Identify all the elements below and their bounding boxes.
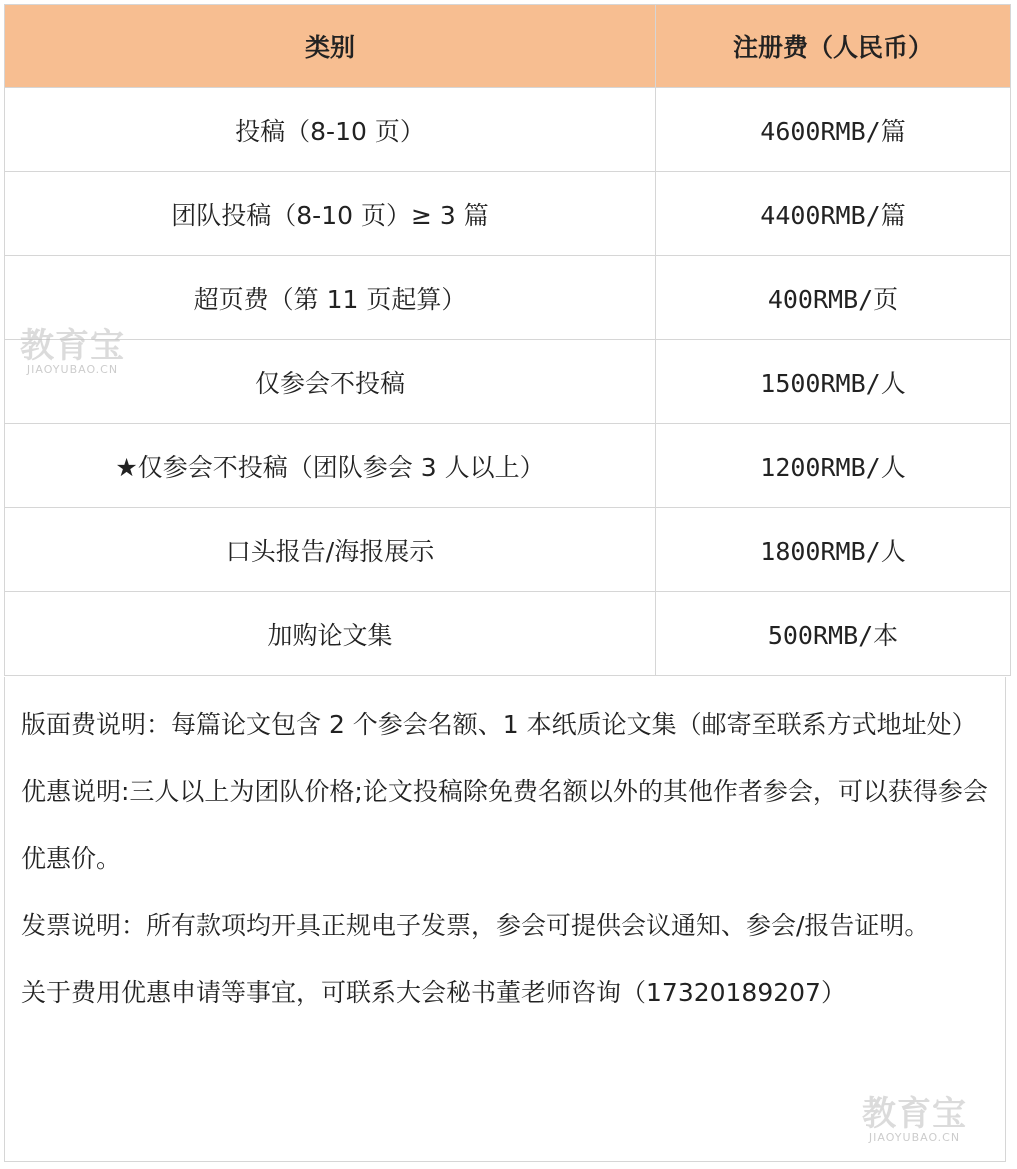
header-fee: 注册费（人民币） bbox=[656, 5, 1011, 88]
row-category: 投稿（8-10 页） bbox=[5, 88, 656, 172]
table-row bbox=[5, 424, 1011, 508]
fee-notes-box bbox=[4, 677, 1006, 1162]
table-row bbox=[5, 88, 1011, 172]
row-fee: 1200RMB/人 bbox=[656, 424, 1011, 508]
row-fee: 1500RMB/人 bbox=[656, 340, 1011, 424]
note-page-fee: 版面费说明：每篇论文包含 2 个参会名额、1 本纸质论文集（邮寄至联系方式地址处） bbox=[21, 710, 977, 739]
row-fee: 1800RMB/人 bbox=[656, 508, 1011, 592]
row-category: 团队投稿（8-10 页）≥ 3 篇 bbox=[5, 172, 656, 256]
table-row bbox=[5, 508, 1011, 592]
table-row bbox=[5, 592, 1011, 676]
row-category: 加购论文集 bbox=[5, 592, 656, 676]
table-row bbox=[5, 340, 1011, 424]
note-invoice: 发票说明：所有款项均开具正规电子发票，参会可提供会议通知、参会/报告证明。 bbox=[21, 911, 930, 940]
row-category: 超页费（第 11 页起算） bbox=[5, 256, 656, 340]
row-fee: 500RMB/本 bbox=[656, 592, 1011, 676]
note-discount: 优惠说明:三人以上为团队价格;论文投稿除免费名额以外的其他作者参会，可以获得参会优惠价。 bbox=[21, 777, 988, 873]
registration-fee-table bbox=[4, 4, 1011, 676]
row-category: 口头报告/海报展示 bbox=[5, 508, 656, 592]
watermark-text: 教育宝 bbox=[20, 326, 125, 366]
row-category: 仅参会不投稿 bbox=[5, 340, 656, 424]
watermark-subtext: JIAOYUBAO.CN bbox=[868, 1131, 961, 1144]
watermark-subtext: JIAOYUBAO.CN bbox=[26, 363, 119, 376]
row-fee: 400RMB/页 bbox=[656, 256, 1011, 340]
table-row bbox=[5, 256, 1011, 340]
note-contact: 关于费用优惠申请等事宜，可联系大会秘书董老师咨询（17320189207） bbox=[21, 978, 846, 1007]
watermark-text: 教育宝 bbox=[862, 1094, 967, 1134]
table-row bbox=[5, 172, 1011, 256]
row-fee: 4400RMB/篇 bbox=[656, 172, 1011, 256]
header-category: 类别 bbox=[5, 5, 656, 88]
row-category: ★仅参会不投稿（团队参会 3 人以上） bbox=[5, 424, 656, 508]
table-header-row bbox=[5, 5, 1011, 88]
row-fee: 4600RMB/篇 bbox=[656, 88, 1011, 172]
